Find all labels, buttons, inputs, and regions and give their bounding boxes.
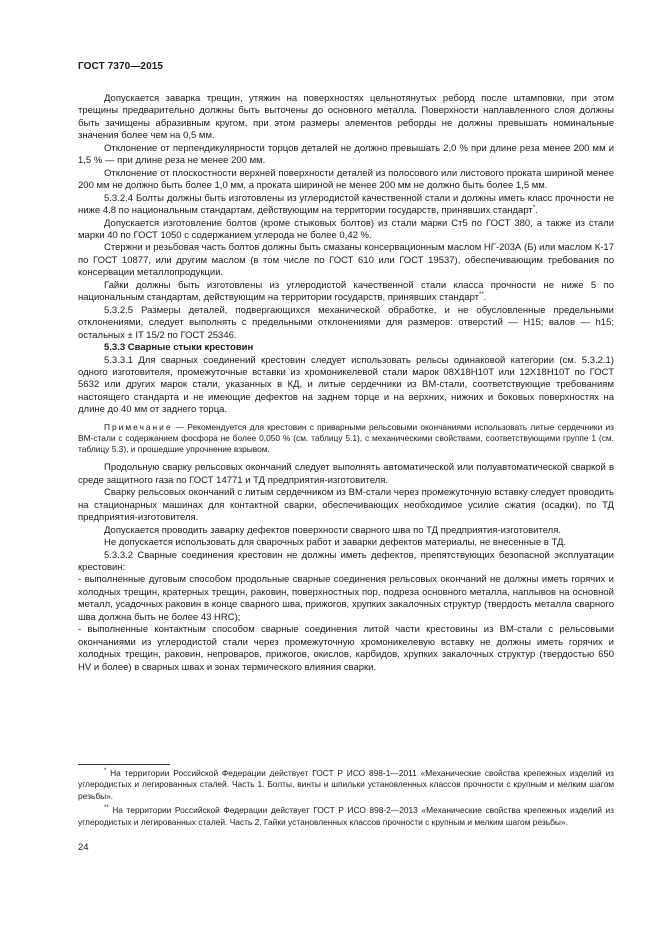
paragraph: 5.3.2.5 Размеры деталей, подвергающихся механической обработке, и не обусловленные предельными отклонениями, следует выполнять с предельными отклонениями для размеров: отверстий — H15; валов — h15; остальных ± IT 15/2 по ГОСТ 25346. — [78, 304, 614, 341]
footnote-ref: ** — [479, 292, 484, 299]
note-text: — Рекомендуется для крестовин с приварными рельсовыми окончаниями использовать литые сердечники из ВМ-стали с содержанием фосфора не более 0,050 % (см. таблицу 5.1), с механическими свойствами, соответствующими группе 1 (см. таблицу 5.3), и прошедшие упрочнение взрывом. — [78, 421, 614, 455]
footnotes — [78, 768, 614, 831]
paragraph: Допускается изготовление болтов (кроме стыковых болтов) из стали марки Ст5 по ГОСТ 380, а также из стали марки 40 по ГОСТ 1050 с содержанием углерода не более 0,42 %. — [78, 217, 614, 241]
paragraph: Продольную сварку рельсовых окончаний следует выполнять автоматической или полуавтоматической сваркой в среде защитного газа по ГОСТ 14771 и ТД предприятия-изготовителя. — [78, 462, 614, 486]
paragraph-text: Гайки должны быть изготовлены из углеродистой качественной стали класса прочности не ниже 5 по национальным стандартам, действующим на территории государств, принявших стандарт — [78, 279, 614, 304]
paragraph-text: 5.3.2.4 Болты должны быть изготовлены из углеродистой качественной стали и должны иметь класс прочности не ниже 4.8 по национальным стандартам, действующим на территории государств, принявших стандарт — [78, 192, 614, 217]
paragraph: Сварку рельсовых окончаний с литым сердечником из ВМ-стали через промежуточную вставку следует проводить на стационарных машинах для контактной сварки, обеспечивающих необходимое усилие сжатия (осадки), по ТД предприятия-изготовителя. — [78, 487, 614, 524]
footnote-text: На территории Российской Федерации действует ГОСТ Р ИСО 898-1—2011 «Механические свойства крепежных изделий из углеродистых и легированных сталей. Часть 1. Болты, винты и шпильки установленных классов прочности с крупным и мелким шагом резьбы». — [78, 768, 614, 801]
paragraph-tail: . — [535, 205, 538, 217]
document-header: ГОСТ 7370—2015 — [78, 61, 164, 72]
footnote-divider — [78, 764, 170, 765]
paragraph: 5.3.3.2 Сварные соединения крестовин не должны иметь дефектов, препятствующих безопасной эксплуатации крестовин: — [78, 549, 614, 574]
paragraph — [78, 280, 614, 305]
paragraph-tail: . — [483, 292, 487, 304]
footnote-ref: * — [532, 204, 536, 211]
note-label: Примечание — [104, 421, 173, 432]
footnote — [78, 805, 614, 828]
paragraph — [78, 193, 614, 218]
paragraph: Не допускается использовать для сварочных работ и заварки дефектов материалы, не внесенные в ТД. — [104, 537, 567, 549]
page-number: 24 — [78, 842, 89, 853]
paragraph: Стержни и резьбовая часть болтов должны быть смазаны консервационным маслом НГ-203А (Б) или маслом К-17 по ГОСТ 10877, или другим маслом (в том числе по ГОСТ 610 или ГОСТ 19537), обеспечивающим требования по консервации металлопродукции. — [78, 242, 614, 279]
note — [78, 422, 614, 456]
paragraph: Допускается проводить заварку дефектов поверхности сварного шва по ТД предприятия-изготовителя. — [104, 524, 562, 536]
paragraph: 5.3.3.1 Для сварных соединений крестовин следует использовать рельсы одинаковой категории (см. 5.3.2.1) одного изготовителя, промежуточные вставки из хромоникелевой стали марок 08Х18Н10Т или 12Х18Н10Т по ГОСТ 5632 или других марок стали, указанных в КД, и литые сердечники из ВМ-стали, соответствующие требованиям настоящего стандарта и не имеющие дефектов на заднем торце и на верхних, нижних и боковых поверхностях на длине до 40 мм от заднего торца. — [78, 354, 614, 416]
section-heading: 5.3.3 Сварные стыки крестовин — [104, 342, 254, 354]
footnote — [78, 768, 614, 802]
paragraph: Отклонение от перпендикулярности торцов деталей не должно превышать 2,0 % при длине реза менее 200 мм и 1,5 % — при длине реза не менее 200 мм. — [78, 142, 614, 167]
document-body — [78, 93, 614, 674]
paragraph: Допускается заварка трещин, утяжин на поверхностях цельнотянутых реборд после штамповки, при этом трещины предварительно должны быть выточены до основного металла. Поверхности наплавленного слоя должны быть зачищены абразивным кругом, при этом размеры элементов реборды не должны превышать номинальные значения более чем на 0,5 мм. — [78, 93, 614, 142]
paragraph: Отклонение от плоскостности верхней поверхности деталей из полосового или листового проката шириной менее 200 мм не должно быть более 1,0 мм, а проката шириной не менее 200 мм не должно быть более 1,5 мм. — [78, 167, 614, 192]
list-item: - выполненные дуговым способом продольные сварные соединения рельсовых окончаний не должны иметь горячих и холодных трещин, кратерных трещин, раковин, поверхностных пор, подреза основного металла, наплывов на основной металл, усадочных раковин в конце сварного шва, прижогов, хрупких закалочных структур (твердость металла сварного шва должна быть не более 43 HRC); — [78, 574, 614, 623]
list-item: - выполненные контактным способом сварные соединения литой части крестовины из ВМ-стали с рельсовыми окончаниями из углеродистой стали через промежуточную хромоникелевую вставку не должны иметь горячих и холодных трещин, раковин, непроваров, прижогов, окислов, карбидов, хрупких закалочных структур (твердостью 650 HV и более) в сварных швах и зонах термического влияния сварки. — [78, 624, 614, 673]
footnote-text: На территории Российской Федерации действует ГОСТ Р ИСО 898-2—2013 «Механические свойства крепежных изделий из углеродистых и легированных сталей. Часть 2. Гайки установленных классов прочности с крупным и мелким шагом резьбы». — [78, 805, 614, 827]
footnote-mark: ** — [104, 805, 109, 812]
footnote-mark: * — [104, 768, 107, 775]
